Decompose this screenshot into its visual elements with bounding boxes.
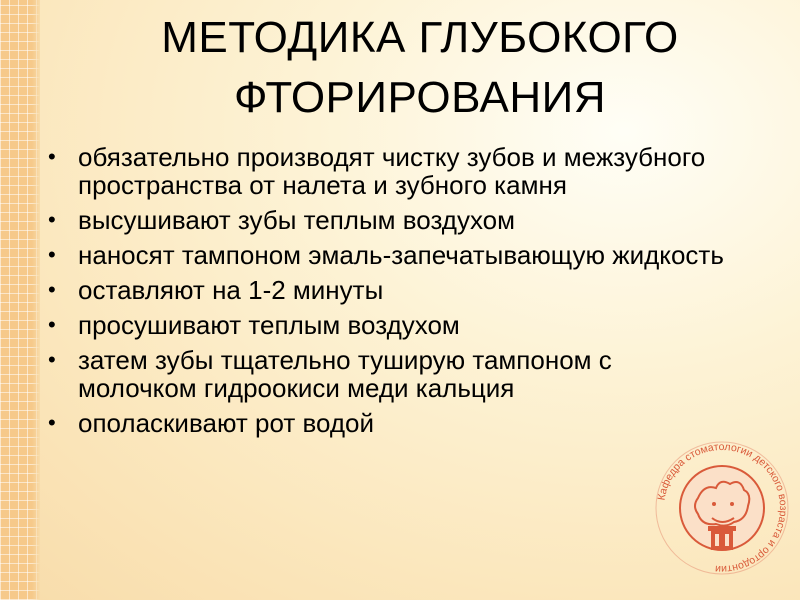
department-emblem-icon xyxy=(652,438,792,578)
bullet-icon: • xyxy=(48,242,56,267)
list-item xyxy=(44,311,734,339)
list-item xyxy=(44,206,734,234)
list-item-text: затем зубы тщательно туширую тампоном с молочком гидроокиси меди кальция xyxy=(78,345,612,403)
list-item xyxy=(44,276,734,304)
bullet-icon: • xyxy=(48,312,56,337)
bullet-list xyxy=(44,143,734,444)
bullet-icon: • xyxy=(48,410,56,435)
bullet-icon: • xyxy=(48,144,56,169)
list-item xyxy=(44,241,734,269)
list-item xyxy=(44,346,734,402)
title-line-2: ФТОРИРОВАНИЯ xyxy=(233,73,607,122)
list-item-text: ополаскивают рот водой xyxy=(78,408,375,438)
list-item xyxy=(44,409,734,437)
bullet-icon: • xyxy=(48,207,56,232)
logo-text: Кафедра стоматологии детского возраста и ортодонтии xyxy=(655,440,790,576)
list-item-text: оставляют на 1-2 минуты xyxy=(78,275,384,305)
decorative-left-strip xyxy=(0,0,40,600)
bullet-icon: • xyxy=(48,277,56,302)
list-item-text: наносят тампоном эмаль-запечатывающую жидкость xyxy=(78,240,724,270)
list-item-text: просушивают теплым воздухом xyxy=(78,310,460,340)
list-item-text: обязательно производят чистку зубов и межзубного пространства от налета и зубного камня xyxy=(78,142,706,200)
title-line-1: МЕТОДИКА ГЛУБОКОГО xyxy=(161,13,679,62)
bullet-icon: • xyxy=(48,347,56,372)
slide-title xyxy=(40,8,800,128)
list-item-text: высушивают зубы теплым воздухом xyxy=(78,205,516,235)
list-item xyxy=(44,143,734,199)
